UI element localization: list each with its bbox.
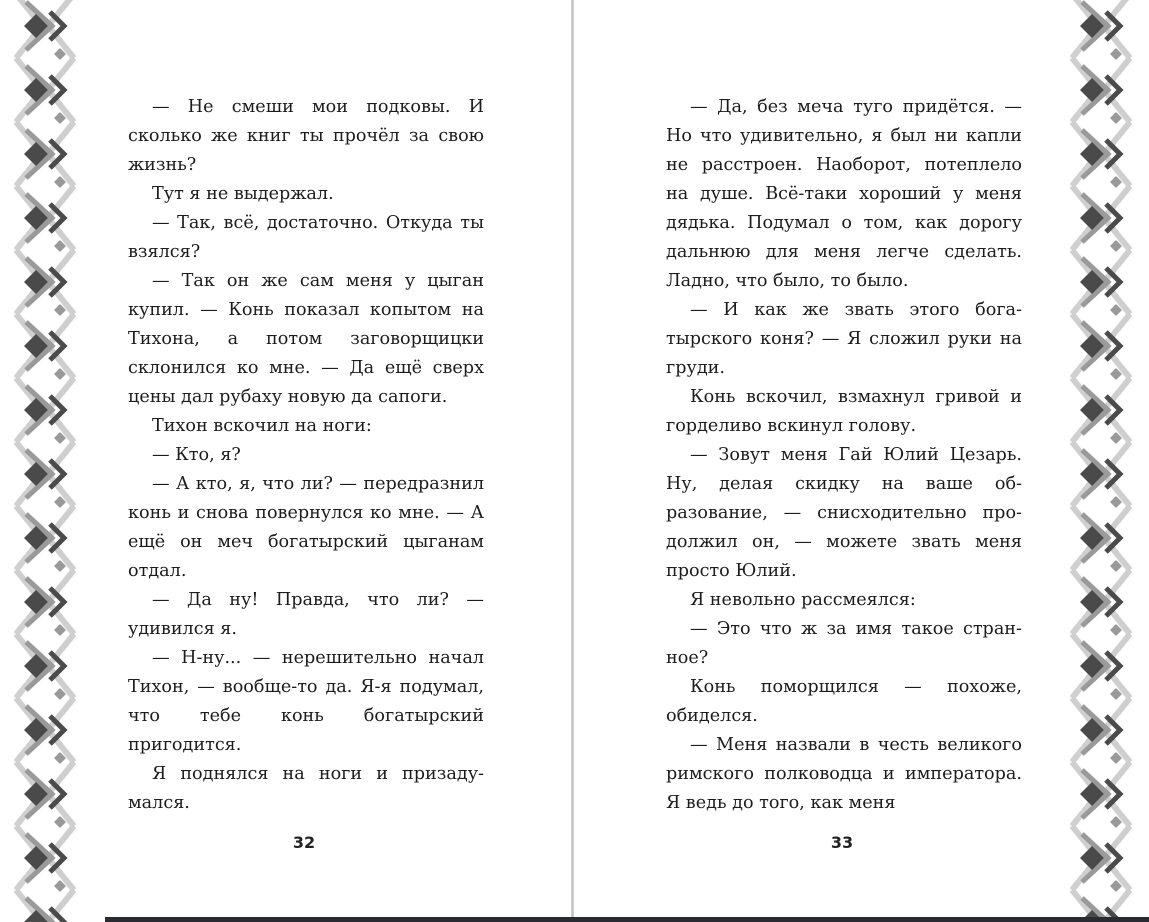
bottom-edge [105,917,1149,922]
paragraph: — Зовут меня Гай Юлий Цезарь. Ну, делая скидку на ваше образование, — снисходительно продолжил он, — можете звать меня просто Юлий. [666,445,1022,581]
paragraph: — Меня назвали в честь великого римского полководца и императора. Я ведь до того, как меня [666,735,1022,813]
right-page-text [666,93,1022,818]
paragraph: — Да, без меча туго придётся. — Но что удивительно, я был ни капли не расстроен. Наоборот, потеплело на душе. Всё-таки хороший у меня дядька. Подумал о том, как дорогу дальнюю для меня легче сделать. Ладно, что было, то было. [666,97,1022,291]
paragraph: — Так, всё, достаточно. Откуда ты взялся? [128,213,484,262]
paragraph: — Не смеши мои подковы. И сколько же книг ты прочёл за свою жизнь? [128,97,484,175]
paragraph: — А кто, я, что ли? — передразнил конь и снова повернулся ко мне. — А ещё он меч богатырский цыганам отдал. [128,474,484,581]
zigzag-diamond-border-icon [1068,0,1134,922]
paragraph: Тихон вскочил на ноги: [152,416,372,436]
paragraph: — Да ну! Правда, что ли? — удивился я. [128,590,484,639]
right-ornament-border [1068,0,1134,922]
paragraph: Тут я не выдержал. [152,184,334,204]
paragraph: Конь вскочил, взмахнул гривой и горделиво вскинул голову. [666,387,1022,436]
paragraph: — Кто, я? [152,445,241,465]
left-ornament-border [12,0,78,922]
left-page-text [128,93,484,818]
left-page [0,0,572,918]
zigzag-diamond-border-icon [12,0,78,922]
paragraph: Я поднялся на ноги и призадумался. [128,764,484,813]
paragraph: — Это что ж за имя такое странное? [666,619,1022,668]
paragraph: Конь поморщился — похоже, обиделся. [666,677,1022,726]
paragraph: — Н-ну... — нерешительно начал Тихон, — вообще-то да. Я-я подумал, что тебе конь богатырский пригодится. [128,648,484,755]
page-number: 33 [830,833,854,852]
paragraph: Я невольно рассмеялся: [690,590,916,610]
paragraph: — Так он же сам меня у цыган купил. — Конь показал копытом на Тихона, а потом заговорщицки склонился ко мне. — Да ещё сверх цены дал рубаху новую да сапоги. [128,271,484,407]
paragraph: — И как же звать этого богатырского коня? — Я сложил руки на груди. [666,300,1022,378]
page-number: 32 [292,833,316,852]
